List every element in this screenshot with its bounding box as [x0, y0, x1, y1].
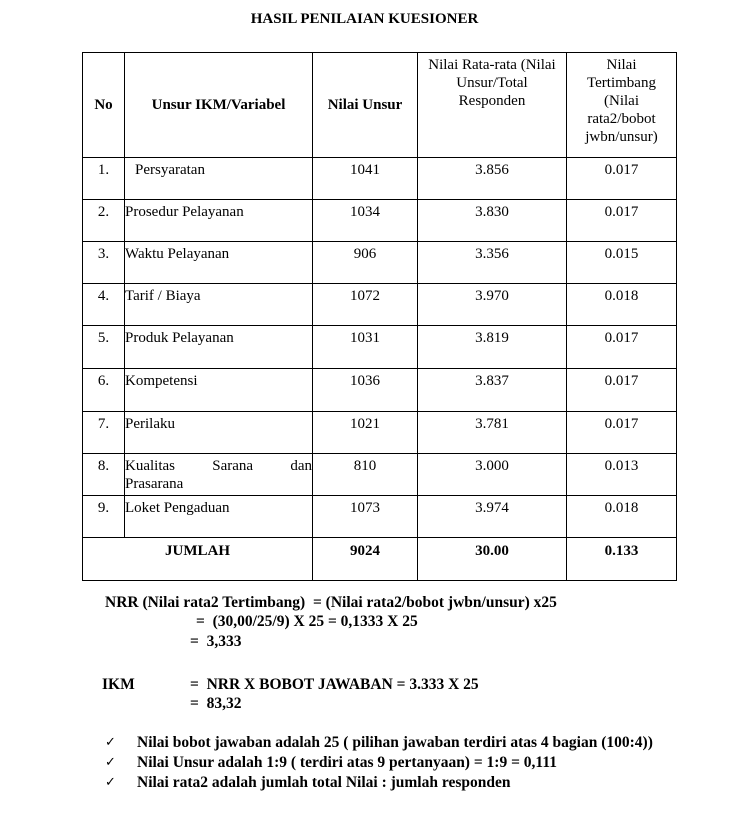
table-total-row — [83, 538, 677, 581]
table-row — [83, 200, 677, 242]
row-unsur: Tarif / Biaya — [125, 284, 313, 326]
row-nilai-unsur: 906 — [313, 242, 418, 284]
ikm-label: IKM — [102, 676, 135, 693]
row-nilai-rata: 3.856 — [418, 158, 567, 200]
nrr-formula-line1: NRR (Nilai rata2 Tertimbang) = (Nilai rata2/bobot jwbn/unsur) x25 — [105, 594, 557, 611]
row-no: 6. — [83, 369, 125, 412]
check-icon: ✓ — [105, 775, 116, 790]
note-item — [103, 733, 683, 753]
row-no: 9. — [83, 496, 125, 538]
table-row — [83, 284, 677, 326]
row-no: 3. — [83, 242, 125, 284]
row-nilai-unsur: 1031 — [313, 326, 418, 369]
table-row — [83, 496, 677, 538]
document-title: HASIL PENILAIAN KUESIONER — [250, 11, 479, 27]
table-row — [83, 412, 677, 454]
total-label: JUMLAH — [83, 538, 313, 581]
row-no: 2. — [83, 200, 125, 242]
row-nilai-tertimbang: 0.015 — [567, 242, 677, 284]
row-nilai-tertimbang: 0.013 — [567, 454, 677, 496]
row-unsur: Perilaku — [125, 412, 313, 454]
row-nilai-unsur: 1073 — [313, 496, 418, 538]
row-nilai-tertimbang: 0.018 — [567, 496, 677, 538]
table-row — [83, 454, 677, 496]
row-nilai-rata: 3.837 — [418, 369, 567, 412]
header-no: No — [83, 53, 125, 158]
row-nilai-unsur: 1036 — [313, 369, 418, 412]
header-nilai-tertimbang: Nilai Tertimbang (Nilai rata2/bobot jwbn/unsur) — [567, 53, 677, 158]
row-unsur: Loket Pengaduan — [125, 496, 313, 538]
row-unsur — [125, 454, 313, 496]
header-nilai-unsur: Nilai Unsur — [313, 53, 418, 158]
table-row — [83, 158, 677, 200]
row-nilai-unsur: 1072 — [313, 284, 418, 326]
note-item — [103, 753, 683, 773]
nrr-result: = 3,333 — [190, 633, 242, 650]
row-nilai-rata: 3.830 — [418, 200, 567, 242]
row-unsur: Produk Pelayanan — [125, 326, 313, 369]
row-unsur: Persyaratan — [125, 158, 313, 200]
total-nilai-unsur: 9024 — [313, 538, 418, 581]
row-unsur-line2: Prasarana — [125, 476, 184, 492]
note-item — [103, 773, 683, 793]
row-no: 5. — [83, 326, 125, 369]
row-no: 8. — [83, 454, 125, 496]
row-nilai-tertimbang: 0.017 — [567, 369, 677, 412]
row-no: 4. — [83, 284, 125, 326]
note-text: Nilai rata2 adalah jumlah total Nilai : jumlah responden — [137, 774, 511, 791]
row-nilai-rata: 3.819 — [418, 326, 567, 369]
row-nilai-tertimbang: 0.017 — [567, 412, 677, 454]
header-unsur: Unsur IKM/Variabel — [125, 53, 313, 158]
notes-list — [103, 733, 683, 793]
header-nilai-rata: Nilai Rata-rata (Nilai Unsur/Total Responden — [418, 53, 567, 158]
ikm-formula: = NRR X BOBOT JAWABAN = 3.333 X 25 — [190, 676, 479, 693]
table-row — [83, 369, 677, 412]
table-row — [83, 326, 677, 369]
row-nilai-rata: 3.970 — [418, 284, 567, 326]
row-nilai-tertimbang: 0.017 — [567, 200, 677, 242]
row-unsur-word: dan — [290, 458, 312, 474]
results-table — [82, 52, 677, 581]
check-icon: ✓ — [105, 735, 116, 750]
row-unsur: Kompetensi — [125, 369, 313, 412]
row-nilai-unsur: 1041 — [313, 158, 418, 200]
row-nilai-rata: 3.356 — [418, 242, 567, 284]
total-nilai-tertimbang: 0.133 — [567, 538, 677, 581]
row-nilai-tertimbang: 0.018 — [567, 284, 677, 326]
total-nilai-rata: 30.00 — [418, 538, 567, 581]
check-icon: ✓ — [105, 755, 116, 770]
row-nilai-unsur: 1034 — [313, 200, 418, 242]
row-unsur: Prosedur Pelayanan — [125, 200, 313, 242]
nrr-formula-line2: = (30,00/25/9) X 25 = 0,1333 X 25 — [196, 613, 418, 630]
row-unsur-word: Kualitas — [125, 458, 175, 474]
row-no: 7. — [83, 412, 125, 454]
row-nilai-tertimbang: 0.017 — [567, 326, 677, 369]
row-nilai-rata: 3.000 — [418, 454, 567, 496]
note-text: Nilai bobot jawaban adalah 25 ( pilihan jawaban terdiri atas 4 bagian (100:4)) — [137, 734, 653, 751]
row-unsur-line1 — [125, 457, 312, 475]
row-nilai-tertimbang: 0.017 — [567, 158, 677, 200]
row-unsur: Waktu Pelayanan — [125, 242, 313, 284]
row-nilai-rata: 3.974 — [418, 496, 567, 538]
row-no: 1. — [83, 158, 125, 200]
ikm-result: = 83,32 — [190, 695, 242, 712]
table-header-row — [83, 53, 677, 158]
row-unsur-word: Sarana — [212, 458, 254, 474]
note-text: Nilai Unsur adalah 1:9 ( terdiri atas 9 pertanyaan) = 1:9 = 0,111 — [137, 754, 557, 771]
table-row — [83, 242, 677, 284]
row-nilai-rata: 3.781 — [418, 412, 567, 454]
row-nilai-unsur: 810 — [313, 454, 418, 496]
row-nilai-unsur: 1021 — [313, 412, 418, 454]
